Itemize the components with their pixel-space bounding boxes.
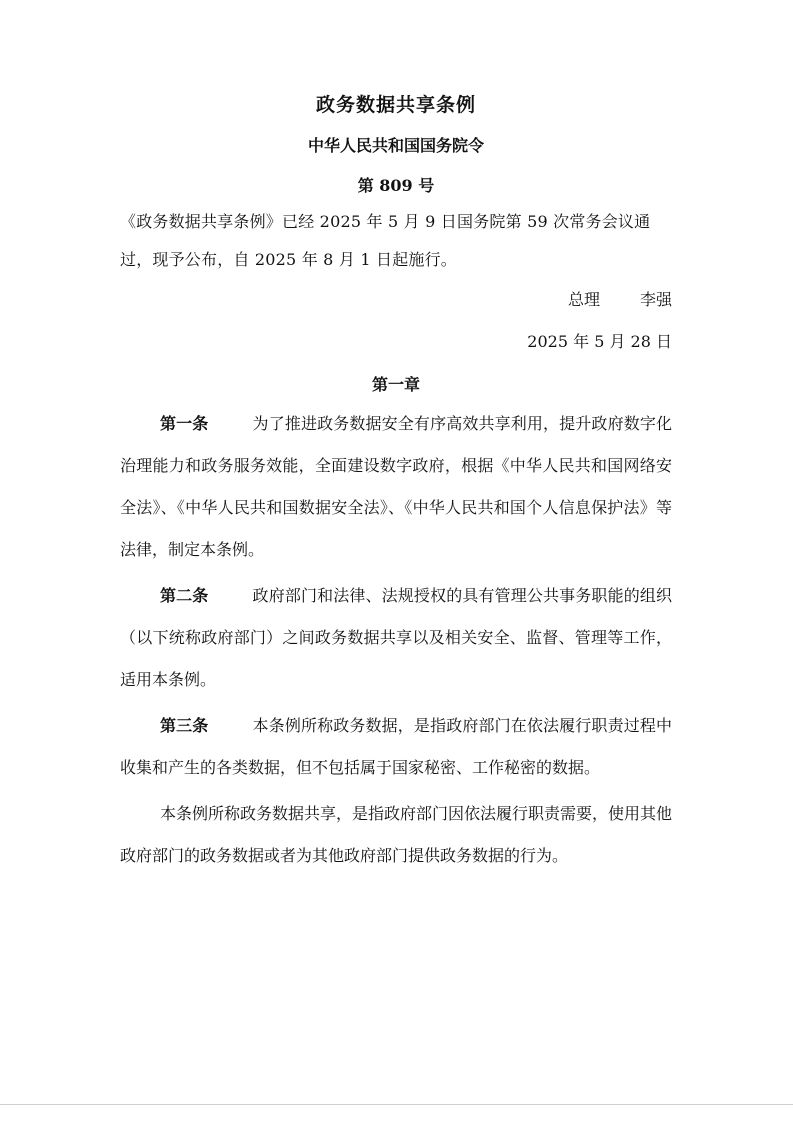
issuer-heading: 中华人民共和国国务院令	[307, 136, 484, 155]
article-text: 为了推进政务数据安全有序高效共享利用，提升政府数字化治理能力和政务服务效能，全面建设数字政府，根据《中华人民共和国网络安全法》、《中华人民共和国数据安全法》、《中华人民共和国个人信息保护法》等法律，制定本条例。	[120, 414, 672, 559]
article-3-paragraph-2: 本条例所称政务数据共享，是指政府部门因依法履行职责需要，使用其他政府部门的政务数据或者为其他政府部门提供政务数据的行为。	[120, 804, 673, 865]
article-number: 第一条	[160, 414, 209, 433]
order-number: 第 809 号	[357, 176, 435, 195]
document-page	[120, 92, 672, 877]
article-text: 本条例所称政务数据，是指政府部门在依法履行职责过程中收集和产生的各类数据，但不包括属于国家秘密、工作秘密的数据。	[120, 716, 672, 777]
article-text: 政府部门和法律、法规授权的具有管理公共事务职能的组织（以下统称政府部门）之间政务数据共享以及相关安全、监督、管理等工作，适用本条例。	[120, 586, 672, 689]
article-1	[120, 403, 672, 571]
article-number: 第三条	[160, 716, 209, 735]
sign-date: 2025 年 5 月 28 日	[527, 332, 672, 351]
article-number: 第二条	[160, 586, 209, 605]
promulgation-text: 《政务数据共享条例》已经 2025 年 5 月 9 日国务院第 59 次常务会议通过，现予公布，自 2025 年 8 月 1 日起施行。	[120, 212, 651, 269]
chapter-heading: 第一章	[371, 375, 420, 394]
signature-line	[120, 281, 672, 319]
article-3	[120, 705, 672, 789]
signer-name: 李强	[639, 290, 672, 309]
document-title: 政务数据共享条例	[315, 94, 476, 116]
article-2	[120, 575, 672, 701]
signer-title: 总理	[567, 290, 600, 309]
page-bottom-divider	[0, 1104, 793, 1105]
